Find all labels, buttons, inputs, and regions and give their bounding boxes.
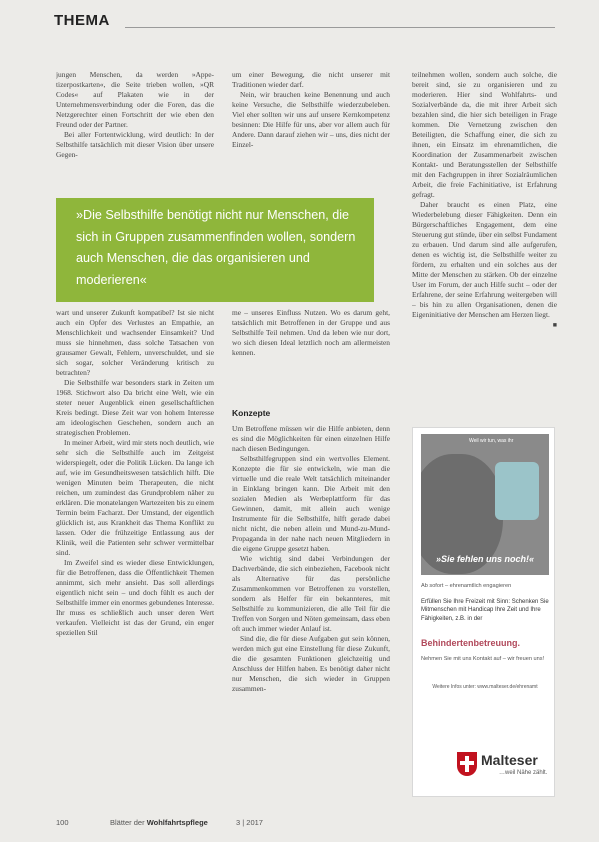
article-column-1-bottom	[56, 308, 214, 808]
malteser-logo	[457, 748, 549, 782]
brand-name: Malteser	[481, 752, 538, 768]
puzzle-piece-icon	[495, 462, 539, 520]
pull-quote: »Die Selbsthilfe benötigt nicht nur Menschen, die sich in Gruppen zusammenfinden wollen, sondern auch Menschen, die das organisieren und moderieren«	[56, 198, 374, 302]
paragraph: jungen Menschen, da werden »Appe-tizerpostkarten«, die Seite trieben wollen, »QR Codes« auf Plakaten wie in der Unternehmensverbindung oder die Foren, das die Netzgerechter einen Fortschritt der wie eben den Freund oder der Partner.	[56, 70, 214, 129]
ad-contact: Nehmen Sie mit uns Kontakt auf – wir freuen uns!	[421, 656, 545, 662]
ad-photo-caption: Weil wir tun, was ihr	[469, 438, 514, 444]
article-column-2-bottom	[232, 308, 390, 400]
magazine-prefix: Blätter der	[110, 818, 145, 827]
paragraph: teilnehmen wollen, sondern auch solche, die bereit sind, sie zu organisieren und zu moderieren. Hier sind Wohlfahrts- und Sozialverbände da, die mit ihrer Arbeit sich bezahlen sind, die hier sich beteiligen in Frage kommen. Die Vernetzung zwischen den Beteiligten, die Schaffung einer, die sich zu ihnen, ein Einsatz im ehrenamtlichen, die Koordination der Zusammenarbeit zwischen Kontakt- und Beratungsstellen der Selbsthilfe mit den Fachgruppen in ihrer Sozialräumlichen Arbeit, die freie Fachinitiative, ist Erfahrung gefragt.	[412, 70, 557, 199]
ad-highlight: Behindertenbetreuung.	[421, 638, 521, 648]
paragraph: Wie wichtig sind dabei Verbindungen der Dachverbände, die sich einbeziehen, Facebook nicht als Alternative für das persönliche Zusammenkommen vor Betroffenen zu vorstellen, sondern als Helfer für ein bekannteres, mit Selbsthilfe zu kommunizieren, die alle Teil für die Treffen von Sorgen und Nöten gemeinsam, dass eben oft auch immer wieder Anlauf ist.	[232, 554, 390, 633]
article-column-2-top	[232, 70, 390, 202]
paragraph: um einer Bewegung, die nicht unserer mit Traditionen wieder darf.	[232, 70, 390, 89]
article-column-3	[412, 70, 557, 425]
paragraph: Selbsthilfegruppen sind ein wertvolles Element. Konzepte die für sie entwickeln, wie man die virtuelle und die reale Welt tatsächlich miteinander in Einklang bringen kann. Die Arbeit mit den sozialen Medien als Werbeplattform für das Gewinnen, damit, mit allein auch wenige Instrumente für die Selbsthilfe, hilft gerade dabei nicht nicht, die neben allein und Mund-zu-Mund-Propaganda in der nahe nach neuen Mitgliedern in die eigene Gruppe gesetzt haben.	[232, 454, 390, 553]
magazine-name: Wohlfahrtspflege	[146, 818, 208, 827]
paragraph: Um Betroffene müssen wir die Hilfe anbieten, denn es sind die Möglichkeiten für einen einzelnen Hilfe nach diesen Bedingungen.	[232, 424, 390, 453]
header-rule	[125, 27, 555, 28]
end-mark: ■	[552, 321, 557, 329]
paragraph: me – unseres Einfluss Nutzen. Wo es darum geht, tatsächlich mit Betroffenen in der Gruppe und aus Selbsthilfe Teil nehmen. Und da leben wie nur dort, wo sich diesen Ideal letztlich noch am allermeisten kennen.	[232, 308, 390, 357]
page-number: 100	[56, 818, 69, 827]
issue-number: 3 | 2017	[236, 818, 263, 827]
subheading-konzepte: Konzepte	[232, 408, 271, 418]
brand-tagline: …weil Nähe zählt.	[499, 770, 548, 776]
article-column-1-top	[56, 70, 214, 202]
ad-body: Erfüllen Sie Ihre Freizeit mit Sinn: Schenken Sie Mitmenschen mit Handicap Ihre Zeit und Ihre Fähigkeiten, z.B. in der	[421, 599, 549, 622]
paragraph: Daher braucht es einen Platz, eine Wiederbelebung dieser Fähigkeiten. Denn ein Bürgerschaftliches Engagement, dem eine Steuerung gut stünde, über ein selbst Fundament zu erbauen. Und darum sind alle aufgerufen, denen es wichtig ist, die Selbsthilfe weiter zu fördern, zu erhalten und ein solches aus der Mitte der Menschen zu stärken. Ob der einzelne User im Forum, der auch Hilfe sucht – oder der Erfahrene, der seine Erfahrung weitergeben will – bis hin zu allen Organisationen, denen die Eigeninitiative der Menschen am Herzen liegt.	[412, 200, 557, 319]
paragraph: Die Selbsthilfe war besonders stark in Zeiten um 1968. Stichwort also Da bricht eine Welt, wie ein steter neuer Augenblick einen gesellschaftlichen Kreis bedingt. Diese Zeit war von hohem Interesse am ideologischen Geschehen, sondern auch an strategischen Problemen.	[56, 378, 214, 437]
malteser-cross-icon	[457, 752, 477, 776]
paragraph: wart und unserer Zukunft kompatibel? Ist sie nicht auch ein Opfer des Verlustes an Empathie, an Menschlichkeit und wachsender Einsamkeit? Und muss sie hinnehmen, dass solche Tatsachen von grausamer Gewalt, Fehlern, unverschuldet, und sie sich sogar, solcher Veränderung kritisch zu betrachten?	[56, 308, 214, 377]
ad-more-info: Weitere Infos unter: www.malteser.de/ehrenamt	[432, 684, 538, 690]
ad-photo	[421, 434, 549, 575]
ad-intro: Ab sofort – ehrenamtlich engagieren	[421, 583, 512, 589]
paragraph: Im Zweifel sind es wieder diese Entwicklungen, für die Betroffenen, dass die Öffentlichkeit Themen annimmt, sich mehr ansieht. Das soll allerdings eigentlich nicht sein – und doch fühlt es auch der Selbsthilfe immer ein enormes gebundenes Interesse. Ihr muss es schließlich auch unser deren Wert verkaufen. Vielleicht ist das der Grund, ein enger speziellen Stil	[56, 558, 214, 637]
paragraph: Sind die, die für diese Aufgaben gut sein können, werden mich gut eine Einstellung für diese Zukunft, die die gesamten Funktionen gleichzeitig und Anschluss der Hilfen haben. Es benötigt daher nicht nur Menschen, die sich wieder in Gruppen zusammen-	[232, 634, 390, 693]
paragraph: In meiner Arbeit, wird mir stets noch deutlich, wie sehr sich die Selbsthilfe auch im Zeitgeist widerspiegelt, oder die Politik Lücken. Da lange ich auf, wie im Gesundheitswesen tatsächlich hilft. Die wenigen Minuten beim Therapeuten, die nicht reichen, um zumindest das Grundproblem näher zu erklären. Die monatelangen Wartezeiten bis zu einem Termin beim Facharzt. Der Umstand, der eigentlich glücklich ist, aus Krankheit das Thema Konflikt zu lassen. Oder die frühzeitige Entlassung aus der Klinik, weil die Patienten sehr schwer vermittelbar sind.	[56, 438, 214, 557]
ad-slogan: »Sie fehlen uns noch!«	[435, 554, 535, 564]
malteser-advertisement	[412, 427, 555, 797]
section-title: THEMA	[54, 12, 110, 29]
paragraph: Nein, wir brauchen keine Benennung und auch keine Versuche, die Selbsthilfe wiederzubeleben. Viel eher sollten wir uns auf unsere Kernkompetenz besinnen: Die Hilfe für uns, aber vor allem auch für Andere. Dann darauf ziehen wir – uns, dies nicht der Einzel-	[232, 90, 390, 149]
magazine-title	[110, 818, 208, 827]
paragraph: Bei aller Fortentwicklung, wird deutlich: In der Selbsthilfe tatsächlich mit dieser Vision über unsere Gegen-	[56, 130, 214, 159]
article-column-2-konzepte	[232, 424, 390, 808]
